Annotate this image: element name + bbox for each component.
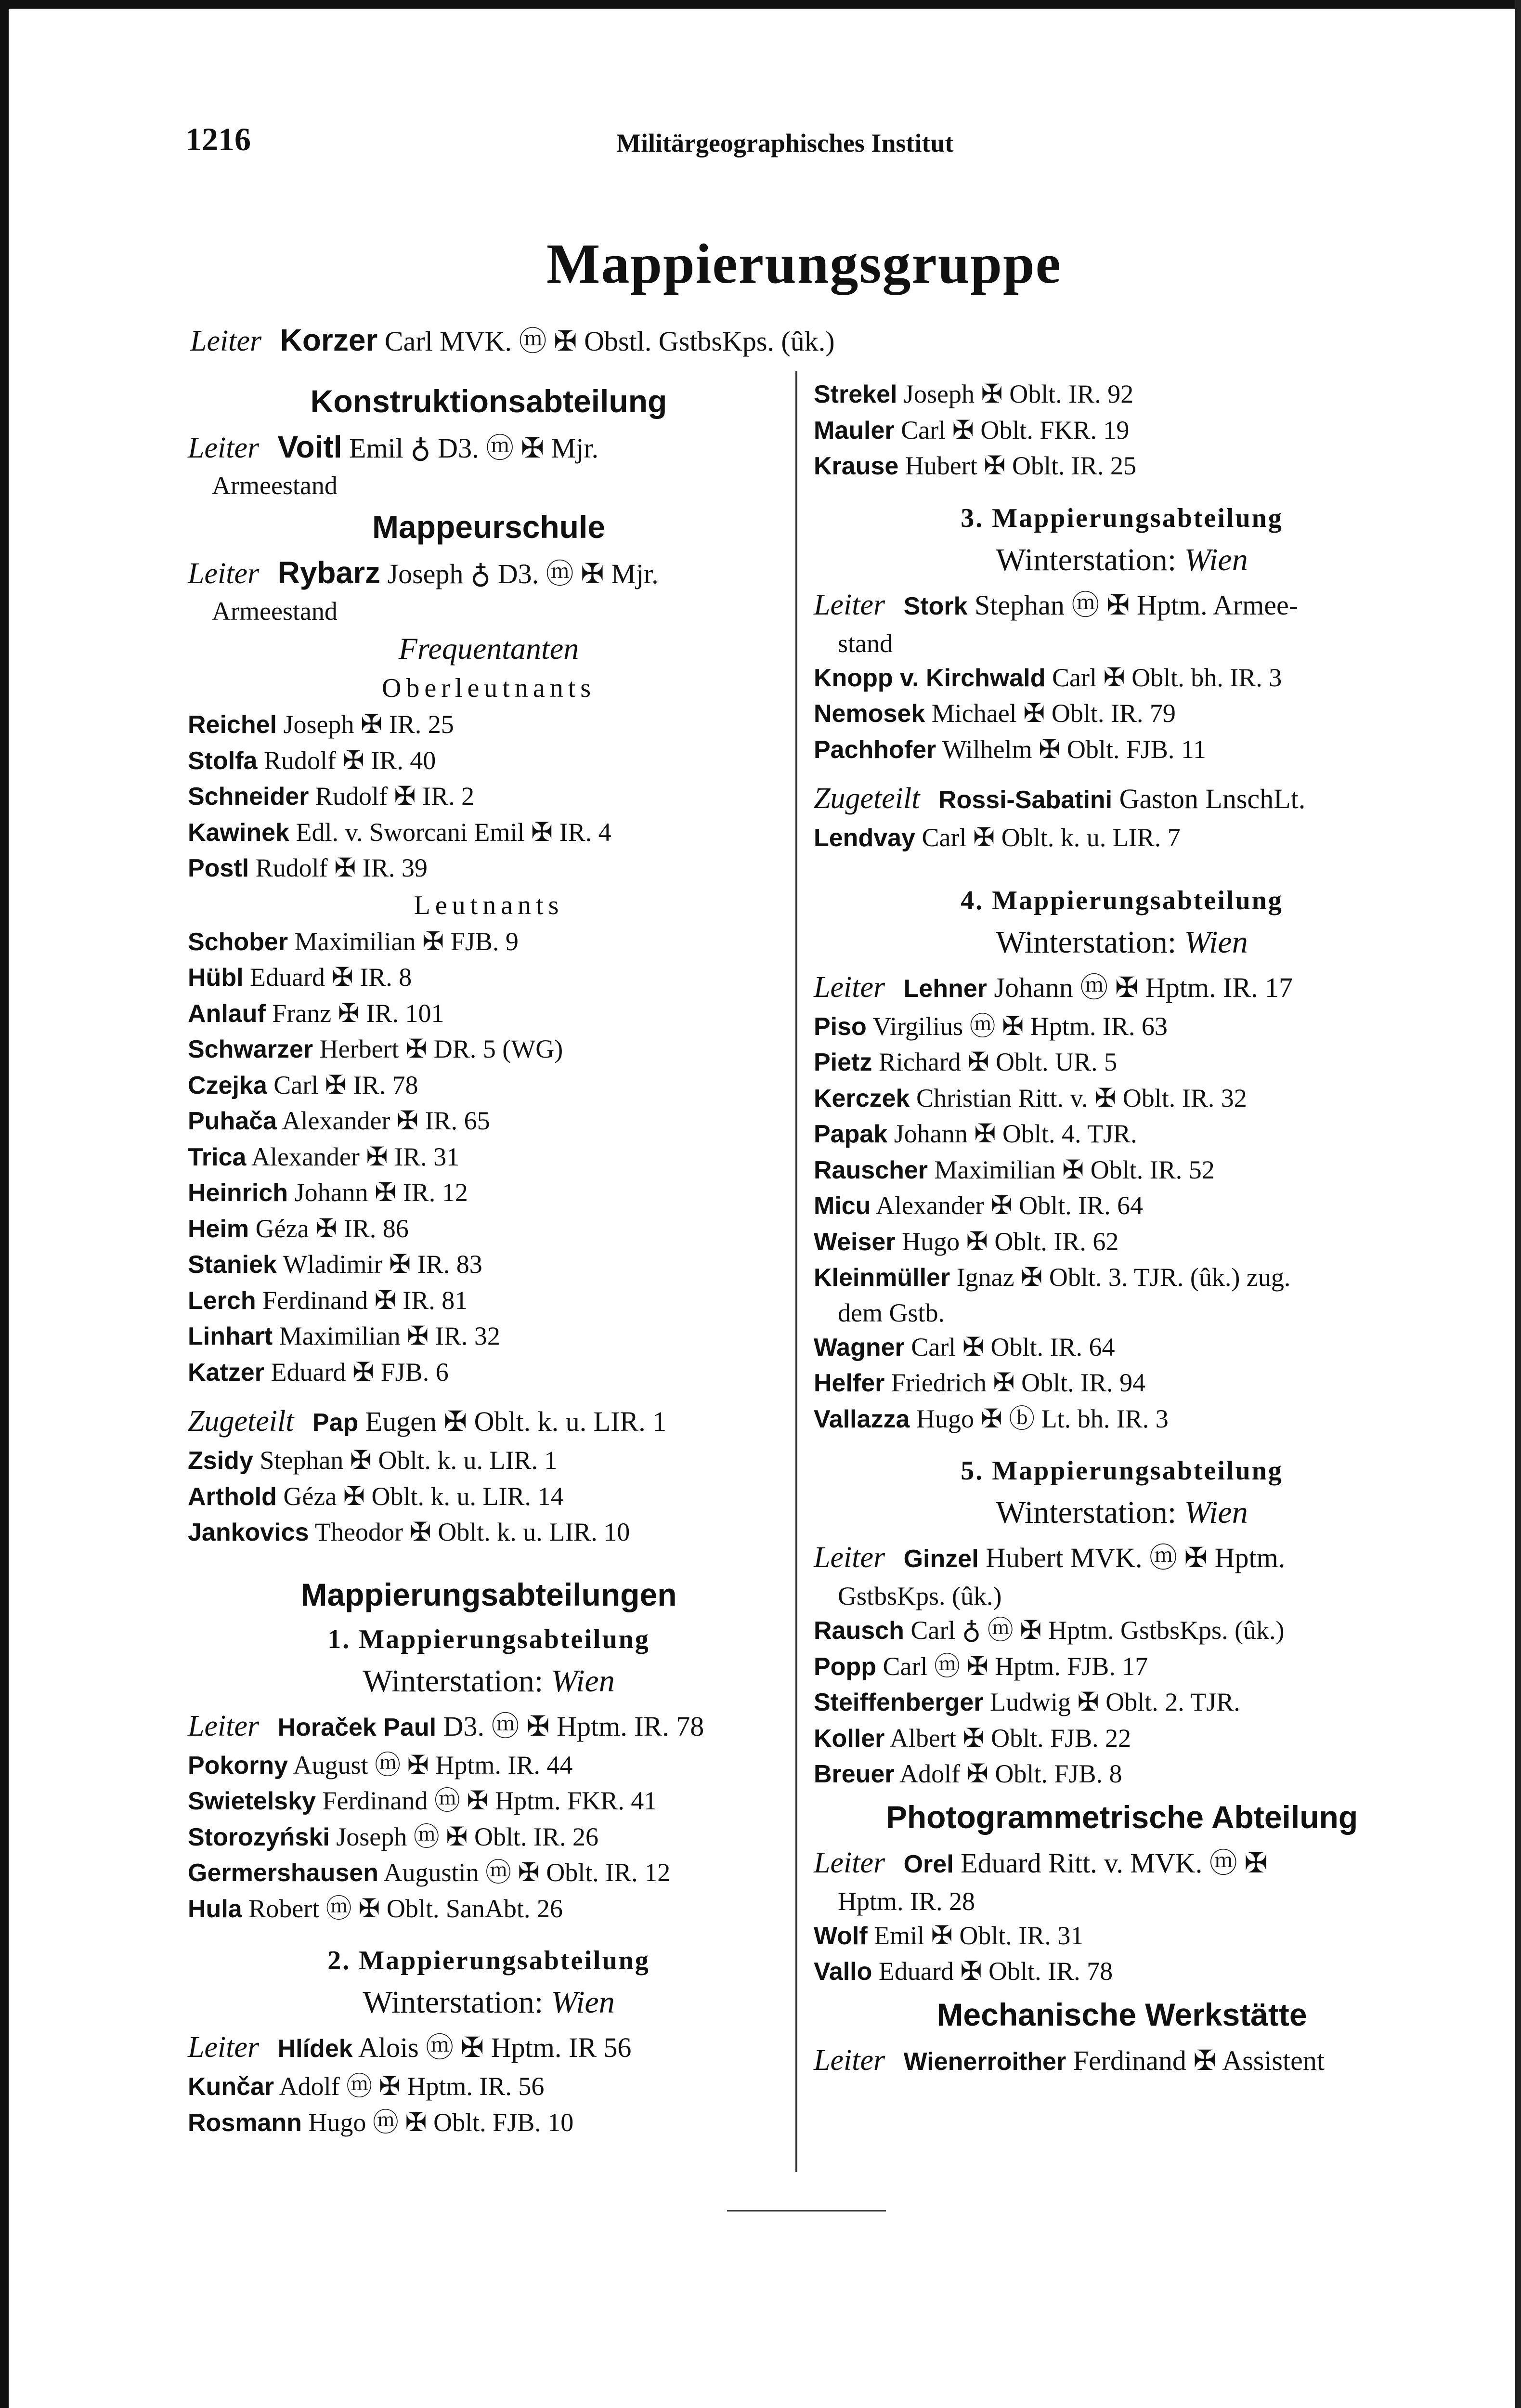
right-column xyxy=(814,377,1430,2082)
person-detail: Virgilius ⓜ ✠ Hptm. IR. 63 xyxy=(872,1011,1168,1041)
leiter-detail: Hubert MVK. ⓜ ✠ Hptm. xyxy=(986,1542,1286,1573)
leiter-detail: Johann ⓜ ✠ Hptm. IR. 17 xyxy=(994,971,1293,1003)
winterstation xyxy=(188,1661,790,1702)
person-entry xyxy=(814,1649,1430,1685)
leiter-detail-continued: stand xyxy=(838,628,893,658)
person-detail: Carl ✠ Oblt. bh. IR. 3 xyxy=(1052,663,1282,692)
person-entry xyxy=(188,1247,790,1283)
person-name: Krause xyxy=(814,452,899,480)
scan-border-right xyxy=(1515,0,1521,2408)
person-name: Germershausen xyxy=(188,1859,378,1887)
person-name: Vallo xyxy=(814,1958,872,1986)
person-name: Jankovics xyxy=(188,1518,309,1546)
members-list xyxy=(814,1009,1430,1296)
person-name: Kerczek xyxy=(814,1084,910,1112)
subsection-title: 5. Mappierungsabteilung xyxy=(961,1456,1283,1486)
person-name: Heinrich xyxy=(188,1179,288,1207)
person-detail: Robert ⓜ ✠ Oblt. SanAbt. 26 xyxy=(248,1894,563,1923)
person-name: Mauler xyxy=(814,416,895,445)
leiter-name: Voitl xyxy=(277,430,342,464)
person-detail: Michael ✠ Oblt. IR. 79 xyxy=(931,699,1176,728)
leiter-label: Leiter xyxy=(814,970,885,1004)
person-entry xyxy=(188,1891,790,1927)
leiter-entry xyxy=(814,2040,1430,2082)
column-divider xyxy=(795,371,797,2172)
person-entry xyxy=(814,1685,1430,1721)
person-detail: Hugo ✠ Oblt. IR. 62 xyxy=(902,1227,1119,1256)
person-entry xyxy=(188,1211,790,1247)
person-name: Wolf xyxy=(814,1922,868,1950)
person-detail: Herbert ✠ DR. 5 (WG) xyxy=(319,1034,563,1063)
person-entry xyxy=(188,1319,790,1355)
leiter-name: Horaček Paul xyxy=(277,1713,437,1741)
person-detail: Christian Ritt. v. ✠ Oblt. IR. 32 xyxy=(916,1083,1247,1112)
person-entry xyxy=(188,1032,790,1068)
zugeteilt-list xyxy=(814,820,1430,856)
person-name: Lendvay xyxy=(814,824,915,852)
person-entry xyxy=(188,1283,790,1319)
person-entry xyxy=(814,660,1430,696)
zugeteilt-entry xyxy=(814,778,1430,820)
person-name: Zsidy xyxy=(188,1447,253,1475)
person-entry xyxy=(814,1954,1430,1990)
winterstation xyxy=(814,539,1430,581)
person-entry xyxy=(188,960,790,996)
person-name: Hübl xyxy=(188,964,244,992)
leiter-detail: Emil ♁ D3. ⓜ ✠ Mjr. xyxy=(349,432,598,464)
person-name: Storozyński xyxy=(188,1823,330,1851)
left-column xyxy=(188,377,790,2141)
person-detail: Emil ✠ Oblt. IR. 31 xyxy=(874,1921,1084,1950)
person-entry xyxy=(188,743,790,779)
subsection-title: 4. Mappierungsabteilung xyxy=(961,885,1283,916)
person-detail: August ⓜ ✠ Hptm. IR. 44 xyxy=(293,1750,573,1780)
person-entry xyxy=(814,820,1430,856)
person-entry xyxy=(814,1224,1430,1260)
person-detail: Rudolf ✠ IR. 39 xyxy=(255,853,428,882)
person-name: Trica xyxy=(188,1143,247,1171)
leiter-name: Hlídek xyxy=(277,2035,353,2063)
leiter-label: Leiter xyxy=(814,588,885,621)
person-name: Czejka xyxy=(188,1071,267,1099)
person-detail: Ferdinand ⓜ ✠ Hptm. FKR. 41 xyxy=(322,1786,657,1815)
leiter-name: Lehner xyxy=(903,974,987,1003)
person-name: Lerch xyxy=(188,1286,256,1315)
person-entry xyxy=(188,815,790,851)
person-detail: Augustin ⓜ ✠ Oblt. IR. 12 xyxy=(383,1858,671,1887)
winterstation-city: Wien xyxy=(551,1985,615,2020)
person-detail: Maximilian ✠ IR. 32 xyxy=(279,1322,500,1350)
person-entry xyxy=(188,1515,790,1551)
leiter-name: Orel xyxy=(903,1850,954,1878)
person-name: Nemosek xyxy=(814,700,925,728)
leiter-label: Leiter xyxy=(814,1541,885,1574)
subsection-title: 1. Mappierungsabteilung xyxy=(327,1624,650,1654)
person-name: Popp xyxy=(814,1652,876,1681)
subsection-heading: Frequentanten xyxy=(398,631,579,666)
person-entry xyxy=(814,1188,1430,1224)
person-entry xyxy=(814,1045,1430,1081)
leiter-detail: Stephan ⓜ ✠ Hptm. Armee- xyxy=(975,589,1299,621)
person-detail: Eduard ✠ IR. 8 xyxy=(250,963,412,992)
leiter-detail: Carl MVK. ⓜ ✠ Obstl. GstbsKps. (ûk.) xyxy=(384,326,835,357)
winterstation-city: Wien xyxy=(1184,1495,1248,1530)
person-detail: Hubert ✠ Oblt. IR. 25 xyxy=(905,451,1137,480)
person-detail: Wladimir ✠ IR. 83 xyxy=(283,1250,482,1279)
person-name: Reichel xyxy=(188,711,277,739)
winterstation-label: Winterstation: xyxy=(363,1663,544,1699)
person-entry xyxy=(188,1103,790,1139)
leiter-entry xyxy=(814,1537,1430,1579)
person-name: Schober xyxy=(188,928,288,956)
section-title: Photogrammetrische Abteilung xyxy=(885,1799,1358,1835)
person-entry xyxy=(188,707,790,743)
person-detail: Géza ✠ Oblt. k. u. LIR. 14 xyxy=(283,1481,564,1511)
person-entry xyxy=(188,851,790,887)
members-list xyxy=(814,1613,1430,1793)
leiter-entry xyxy=(814,967,1430,1009)
leiter-label: Leiter xyxy=(188,557,260,590)
subsection-title: 3. Mappierungsabteilung xyxy=(961,503,1283,533)
person-name: Vallazza xyxy=(814,1405,910,1433)
person-entry xyxy=(814,1613,1430,1649)
person-entry xyxy=(814,1260,1430,1296)
person-name: Heim xyxy=(188,1215,249,1243)
leutnants-list xyxy=(188,924,790,1391)
scan-border-top xyxy=(0,0,1521,9)
person-name: Micu xyxy=(814,1192,871,1220)
person-entry xyxy=(188,1443,790,1479)
leiter-name: Rybarz xyxy=(277,555,381,590)
person-detail: Carl ✠ Oblt. k. u. LIR. 7 xyxy=(922,823,1181,852)
zugeteilt-list xyxy=(188,1443,790,1551)
scan-border-left xyxy=(0,0,9,2408)
person-detail: Carl ✠ IR. 78 xyxy=(273,1070,418,1099)
person-detail: Stephan ✠ Oblt. k. u. LIR. 1 xyxy=(260,1446,558,1475)
winterstation xyxy=(188,1982,790,2023)
person-entry xyxy=(814,732,1430,768)
person-entry xyxy=(814,1116,1430,1152)
person-detail: Edl. v. Sworcani Emil ✠ IR. 4 xyxy=(296,817,611,847)
person-name: Stolfa xyxy=(188,746,258,775)
person-entry xyxy=(814,1365,1430,1401)
leiter-entry xyxy=(188,1706,790,1748)
person-name: Schneider xyxy=(188,783,309,811)
winterstation-label: Winterstation: xyxy=(363,1985,544,2020)
person-entry xyxy=(188,2069,790,2105)
person-entry xyxy=(188,1355,790,1391)
person-entry xyxy=(188,1855,790,1891)
members-list xyxy=(814,660,1430,768)
leiter-label: Leiter xyxy=(814,1846,885,1879)
person-detail: Gaston LnschLt. xyxy=(1119,783,1306,814)
person-name: Strekel xyxy=(814,380,897,408)
person-name: Kleinmüller xyxy=(814,1264,950,1292)
person-name: Postl xyxy=(188,854,249,882)
leiter-detail: Alois ⓜ ✠ Hptm. IR 56 xyxy=(358,2032,632,2063)
person-detail: Maximilian ✠ Oblt. IR. 52 xyxy=(934,1155,1215,1184)
zugeteilt-label: Zugeteilt xyxy=(814,782,920,815)
person-name: Koller xyxy=(814,1724,885,1753)
entry-continued: dem Gstb. xyxy=(838,1298,945,1327)
person-entry xyxy=(188,1783,790,1819)
person-entry xyxy=(188,1479,790,1515)
person-entry xyxy=(814,1721,1430,1757)
winterstation xyxy=(814,922,1430,963)
person-name: Puhača xyxy=(188,1107,277,1135)
zugeteilt-entry xyxy=(188,1401,790,1443)
person-name: Katzer xyxy=(188,1358,264,1387)
person-detail: Johann ✠ Oblt. 4. TJR. xyxy=(894,1119,1137,1148)
winterstation-label: Winterstation: xyxy=(996,1495,1177,1530)
person-name: Pap xyxy=(312,1409,359,1437)
members-list xyxy=(814,1330,1430,1438)
person-name: Kunčar xyxy=(188,2073,274,2101)
leiter-detail-continued: Hptm. IR. 28 xyxy=(838,1886,975,1916)
person-entry xyxy=(814,413,1430,449)
leiter-label: Leiter xyxy=(188,2031,260,2064)
person-detail: Wilhelm ✠ Oblt. FJB. 11 xyxy=(942,734,1206,764)
person-name: Steiffenberger xyxy=(814,1688,984,1716)
leiter-detail: Eduard Ritt. v. MVK. ⓜ ✠ xyxy=(961,1847,1268,1879)
person-detail: Carl ⓜ ✠ Hptm. FJB. 17 xyxy=(883,1651,1148,1681)
person-detail: Hugo ⓜ ✠ Oblt. FJB. 10 xyxy=(308,2107,574,2137)
person-detail: Adolf ⓜ ✠ Hptm. IR. 56 xyxy=(279,2072,545,2101)
person-entry xyxy=(814,1918,1430,1954)
person-entry xyxy=(814,1756,1430,1793)
subsection-title: 2. Mappierungsabteilung xyxy=(327,1946,650,1976)
leiter-entry xyxy=(188,427,790,469)
person-detail: Alexander ✠ Oblt. IR. 64 xyxy=(875,1191,1144,1220)
leiter-name: Stork xyxy=(903,592,968,620)
person-detail: Eugen ✠ Oblt. k. u. LIR. 1 xyxy=(365,1406,667,1437)
person-entry xyxy=(814,377,1430,413)
leiter-detail: D3. ⓜ ✠ Hptm. IR. 78 xyxy=(443,1710,704,1742)
person-detail: Ludwig ✠ Oblt. 2. TJR. xyxy=(990,1688,1240,1716)
person-name: Linhart xyxy=(188,1322,273,1350)
person-name: Helfer xyxy=(814,1369,885,1397)
members-list xyxy=(814,1918,1430,1990)
leiter-name: Ginzel xyxy=(903,1545,979,1573)
person-detail: Richard ✠ Oblt. UR. 5 xyxy=(878,1047,1118,1076)
person-detail: Ferdinand ✠ IR. 81 xyxy=(262,1285,468,1315)
zugeteilt-label: Zugeteilt xyxy=(188,1405,294,1438)
leiter-entry xyxy=(814,585,1430,627)
person-name: Papak xyxy=(814,1120,888,1148)
person-entry xyxy=(188,924,790,960)
person-name: Kawinek xyxy=(188,818,289,847)
person-detail: Carl ✠ Oblt. IR. 64 xyxy=(911,1332,1115,1361)
leiter-label: Leiter xyxy=(190,325,262,357)
person-entry xyxy=(814,1401,1430,1438)
person-detail: Eduard ✠ FJB. 6 xyxy=(271,1357,449,1387)
section-title: Mappierungsabteilungen xyxy=(300,1576,677,1612)
oberleutnants-list xyxy=(188,707,790,887)
leiter-name: Wienerroither xyxy=(903,2047,1066,2076)
person-entry xyxy=(188,1068,790,1104)
leiter-name: Korzer xyxy=(280,323,378,357)
footer-rule xyxy=(727,2210,886,2212)
person-name: Hula xyxy=(188,1895,242,1923)
person-detail: Friedrich ✠ Oblt. IR. 94 xyxy=(891,1368,1146,1397)
person-detail: Ignaz ✠ Oblt. 3. TJR. (ûk.) zug. xyxy=(956,1263,1291,1292)
person-entry xyxy=(814,1152,1430,1189)
leiter-label: Leiter xyxy=(188,1709,260,1742)
rank-heading: Oberleutnants xyxy=(381,673,596,703)
winterstation-city: Wien xyxy=(1184,542,1248,577)
person-name: Rauscher xyxy=(814,1156,928,1184)
person-detail: Franz ✠ IR. 101 xyxy=(272,998,444,1028)
winterstation-label: Winterstation: xyxy=(996,542,1177,577)
person-detail: Carl ♁ ⓜ ✠ Hptm. GstbsKps. (ûk.) xyxy=(910,1616,1285,1645)
section-title: Mechanische Werkstätte xyxy=(936,1996,1307,2032)
person-name: Breuer xyxy=(814,1760,895,1788)
person-entry xyxy=(188,1748,790,1784)
person-name: Pokorny xyxy=(188,1751,288,1780)
person-name: Anlauf xyxy=(188,999,266,1028)
section-title: Konstruktionsabteilung xyxy=(310,383,667,419)
person-detail: Johann ✠ IR. 12 xyxy=(294,1178,468,1207)
leiter-detail-continued: GstbsKps. (ûk.) xyxy=(838,1582,1002,1610)
page-title: Mappierungsgruppe xyxy=(546,232,1062,295)
person-name: Weiser xyxy=(814,1228,896,1256)
person-detail: Adolf ✠ Oblt. FJB. 8 xyxy=(899,1759,1122,1788)
members-list xyxy=(188,2069,790,2141)
leiter-entry xyxy=(814,1843,1430,1885)
person-entry xyxy=(814,448,1430,484)
winterstation-city: Wien xyxy=(551,1663,615,1699)
person-name: Knopp v. Kirchwald xyxy=(814,664,1046,692)
person-name: Arthold xyxy=(188,1482,277,1511)
winterstation xyxy=(814,1492,1430,1533)
person-detail: Eduard ✠ Oblt. IR. 78 xyxy=(878,1957,1113,1986)
person-detail: Alexander ✠ IR. 31 xyxy=(251,1142,460,1171)
running-title: Militärgeographisches Institut xyxy=(616,129,954,157)
person-name: Schwarzer xyxy=(188,1035,313,1063)
person-entry xyxy=(814,1081,1430,1117)
person-detail: Rudolf ✠ IR. 2 xyxy=(315,782,475,811)
person-name: Rossi-Sabatini xyxy=(938,786,1113,814)
person-entry xyxy=(188,1139,790,1176)
group-leiter xyxy=(190,320,835,362)
leiter-label: Leiter xyxy=(814,2043,885,2077)
person-entry xyxy=(188,1819,790,1856)
leiter-detail-continued: Armeestand xyxy=(212,597,338,626)
person-detail: Carl ✠ Oblt. FKR. 19 xyxy=(901,415,1130,445)
person-entry xyxy=(814,1330,1430,1366)
person-detail: Géza ✠ IR. 86 xyxy=(255,1214,409,1243)
person-detail: Theodor ✠ Oblt. k. u. LIR. 10 xyxy=(315,1518,630,1546)
leiter-detail-continued: Armeestand xyxy=(212,471,338,500)
person-entry xyxy=(188,1175,790,1211)
person-name: Rausch xyxy=(814,1617,904,1645)
page-number: 1216 xyxy=(185,121,251,157)
person-name: Pietz xyxy=(814,1048,872,1076)
person-detail: Albert ✠ Oblt. FJB. 22 xyxy=(889,1723,1131,1753)
person-name: Wagner xyxy=(814,1333,905,1361)
person-detail: Joseph ⓜ ✠ Oblt. IR. 26 xyxy=(336,1822,598,1851)
person-name: Piso xyxy=(814,1012,867,1041)
winterstation-city: Wien xyxy=(1184,924,1248,960)
rank-heading: Leutnants xyxy=(414,890,564,920)
person-detail: Alexander ✠ IR. 65 xyxy=(282,1106,490,1135)
leiter-label: Leiter xyxy=(188,432,260,464)
person-name: Staniek xyxy=(188,1251,277,1279)
person-name: Swietelsky xyxy=(188,1787,316,1815)
section-title: Mappeurschule xyxy=(372,509,606,545)
leiter-detail: Ferdinand ✠ Assistent xyxy=(1073,2044,1325,2076)
person-detail: Joseph ✠ Oblt. IR. 92 xyxy=(903,380,1134,408)
person-detail: Hugo ✠ ⓑ Lt. bh. IR. 3 xyxy=(916,1404,1169,1433)
leiter-entry xyxy=(188,2027,790,2069)
person-detail: Rudolf ✠ IR. 40 xyxy=(263,746,436,775)
person-entry xyxy=(188,779,790,815)
person-entry xyxy=(814,1009,1430,1045)
leiter-detail: Joseph ♁ D3. ⓜ ✠ Mjr. xyxy=(387,558,659,589)
person-entry xyxy=(188,2105,790,2141)
person-entry xyxy=(188,996,790,1032)
person-name: Rosmann xyxy=(188,2108,302,2137)
person-entry xyxy=(814,696,1430,732)
person-detail: Maximilian ✠ FJB. 9 xyxy=(294,927,519,956)
person-name: Pachhofer xyxy=(814,735,936,764)
winterstation-label: Winterstation: xyxy=(996,924,1177,960)
leiter-entry xyxy=(188,552,790,594)
members-list xyxy=(188,1748,790,1927)
members-list-continued xyxy=(814,377,1430,484)
person-detail: Joseph ✠ IR. 25 xyxy=(283,710,454,739)
